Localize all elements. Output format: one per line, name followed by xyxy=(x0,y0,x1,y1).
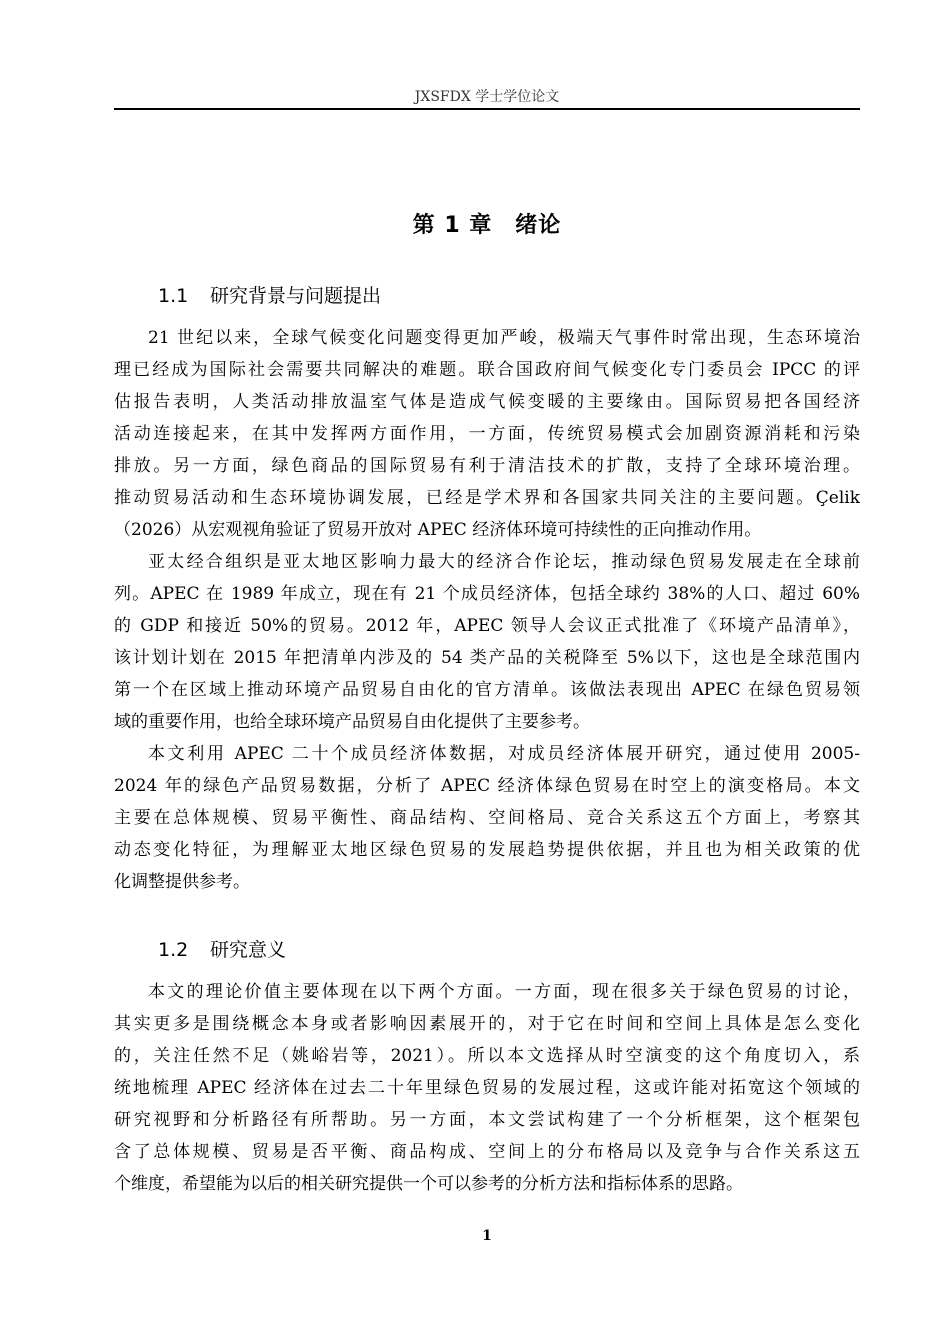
text-line: 化调整提供参考。 xyxy=(114,872,250,892)
chapter-title: 第 1 章 绪论 xyxy=(412,213,562,238)
section-body-1-2 xyxy=(114,976,860,1200)
paragraph xyxy=(114,546,860,738)
text-line: 亚太经合组织是亚太地区影响力最大的经济合作论坛，推动绿色贸易发展走在全球前 xyxy=(148,552,860,572)
text-line: 该计划计划在 2015 年把清单内涉及的 54 类产品的关税降至 5%以下，这也是全球范围内 xyxy=(114,648,860,668)
text-line: 个维度，希望能为以后的相关研究提供一个可以参考的分析方法和指标体系的思路。 xyxy=(114,1174,743,1194)
text-line: 的 GDP 和接近 50%的贸易。2012 年，APEC 领导人会议正式批准了《环境产品清单》， xyxy=(114,616,860,636)
text-line: 第一个在区域上推动环境产品贸易自由化的官方清单。该做法表现出 APEC 在绿色贸易领 xyxy=(114,680,860,700)
text-line: 域的重要作用，也给全球环境产品贸易自由化提供了主要参考。 xyxy=(114,712,590,732)
text-line: 主要在总体规模、贸易平衡性、商品结构、空间格局、竞合关系这五个方面上，考察其 xyxy=(114,808,860,828)
text-line: 研究视野和分析路径有所帮助。另一方面，本文尝试构建了一个分析框架，这个框架包 xyxy=(114,1110,860,1130)
text-line: 统地梳理 APEC 经济体在过去二十年里绿色贸易的发展过程，这或许能对拓宽这个领域的 xyxy=(114,1078,860,1098)
page-header: JXSFDX 学士学位论文 xyxy=(114,88,860,110)
text-line: 活动连接起来，在其中发挥两方面作用，一方面，传统贸易模式会加剧资源消耗和污染 xyxy=(114,424,860,444)
text-line: 动态变化特征，为理解亚太地区绿色贸易的发展趋势提供依据，并且也为相关政策的优 xyxy=(114,840,860,860)
text-line: 列。APEC 在 1989 年成立，现在有 21 个成员经济体，包括全球约 38%的人口、超过 60% xyxy=(114,584,860,604)
section-number: 1.2 xyxy=(158,939,189,961)
text-line: 本文利用 APEC 二十个成员经济体数据，对成员经济体展开研究，通过使用 2005- xyxy=(148,744,860,764)
text-line: 理已经成为国际社会需要共同解决的难题。联合国政府间气候变化专门委员会 IPCC 的评 xyxy=(114,360,860,380)
section-heading-1-2 xyxy=(158,936,286,964)
text-line: 排放。另一方面，绿色商品的国际贸易有利于清洁技术的扩散，支持了全球环境治理。 xyxy=(114,456,860,476)
text-line: 推动贸易活动和生态环境协调发展，已经是学术界和各国家共同关注的主要问题。Çelik xyxy=(114,488,860,508)
paragraph xyxy=(114,976,860,1200)
text-line: 估报告表明，人类活动排放温室气体是造成气候变暖的主要缘由。国际贸易把各国经济 xyxy=(114,392,860,412)
page-number: 1 xyxy=(482,1228,492,1244)
paragraph xyxy=(114,322,860,546)
text-line: （2026）从宏观视角验证了贸易开放对 APEC 经济体环境可持续性的正向推动作用。 xyxy=(114,520,762,540)
section-body-1-1 xyxy=(114,322,860,898)
text-line: 含了总体规模、贸易是否平衡、商品构成、空间上的分布格局以及竞争与合作关系这五 xyxy=(114,1142,860,1162)
text-line: 其实更多是围绕概念本身或者影响因素展开的，对于它在时间和空间上具体是怎么变化 xyxy=(114,1014,860,1034)
text-line: 的，关注任然不足（姚峪岩等，2021）。所以本文选择从时空演变的这个角度切入，系 xyxy=(114,1046,860,1066)
paragraph xyxy=(114,738,860,898)
text-line: 2024 年的绿色产品贸易数据，分析了 APEC 经济体绿色贸易在时空上的演变格局。本文 xyxy=(114,776,860,796)
section-title: 研究意义 xyxy=(210,939,287,961)
text-line: 本文的理论价值主要体现在以下两个方面。一方面，现在很多关于绿色贸易的讨论， xyxy=(148,982,860,1002)
text-line: 21 世纪以来，全球气候变化问题变得更加严峻，极端天气事件时常出现，生态环境治 xyxy=(148,328,860,348)
section-title: 研究背景与问题提出 xyxy=(210,285,382,307)
section-number: 1.1 xyxy=(158,285,189,307)
section-heading-1-1 xyxy=(158,282,381,310)
